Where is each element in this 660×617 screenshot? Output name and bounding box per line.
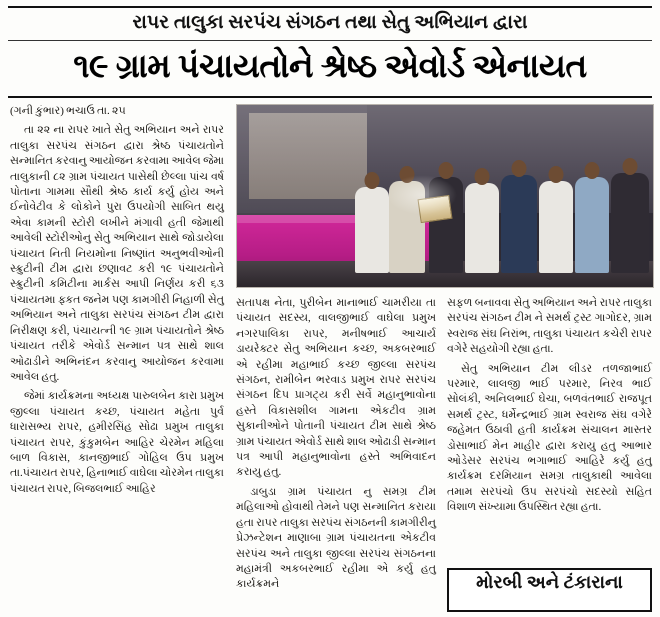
- body-paragraph: તા ૨૨ ના રાપર ખાતે સેતુ અભિયાન અને રાપર તાલુકા સરપંચ સંગઠન દ્વારા શ્રેષ્ઠ પંચાયતોને સન્માનિત કરવાનુ આયોજન કરવામા આવેલ જેમા તાલુકાની ૮૨ ગ્રામ પંચાયત પાસેથી છેલ્લા પાંચ વર્ષ પોતાના ગામમા સૌથી શ્રેષ્ઠ કાર્ય કર્યુ હોય અને ઈનોવેટીવ કે લોકોને પુરા ઉપયોગી સાબિત થયુ એવા કામની સ્ટોરી લખીને મંગાવી હતી જેમાથી આવેલી સ્ટોરીઓનુ સેતુ અભિયાન સાથે જોડાયેલા પંચાયત નિતી નિયમોના નિષ્ણાંત અનુભવીઓની સ્ક્રુટીની ટીમ દ્વારા છણાવટ કરી ૧૯ પંચાયતોને સ્ક્રુટીની કમિટીના માર્કસ આપી નિર્ણય કરી ૬૩ પંચાયતમા ફ્કત જનેમ પણ કામગીરી નિહાળી સેતુ અભિયાન અને તાલુકા સરપંચ સંગઠન ટીમ દ્વારા નિરીક્ષણ કરી, પંચાયત્ની ૧૯ ગ્રામ પંચાયતોને શ્રેષ્ઠ પંચાયત તરીકે એવોર્ડ સન્માન પત્ર સાથે શાલ ઓઢાડીને અભિનંદન કરવાનુ આયોજન કરવામા આવેલ હતુ.: [10, 124, 224, 383]
- photo-person: [501, 175, 537, 273]
- body-paragraph: સતાપક્ષ નેતા, પુરીબેન માનાભાઈ ચામરીયા તા પંચાયત સદસ્ય, વાલજીભાઈ વાઘેલા પ્રમુખ નગરપાલિકા રાપર, મનીષભાઈ આચાર્ય ડાયરેક્ટર સેતુ અભિયાન કચ્છ, અકબરભાઈ એ રહીમા મહાભાઈ કચ્છ જીલ્લા સરપંચ સંગઠન, રામીબેન ભરવાડ પ્રમુખ રાપર સરપંચ સંગઠન દિપ પ્રાગટ્ય કરી સર્વે મહાનુભાવોના હસ્તે વિકાસશીલ ગામના એકટીવ ગ્રામ સુકાનીઓને પોતાની પંચાયત ટીમ સાથે શ્રેષ્ઠ ગ્રામ પંચાયત એવોર્ડ સાથે શાલ ઓઢાડી સન્માન પત્ર આપી મહાનુભાવોના હસ્તે અભિવાદન કરાયુ હતુ.: [236, 297, 436, 479]
- photo-person-head: [512, 160, 527, 177]
- photo-person: [611, 173, 649, 273]
- photo-person: [465, 183, 499, 273]
- article-column-2: [236, 296, 436, 597]
- photo-person: [355, 187, 389, 273]
- body-paragraph: સફળ બનાવવા સેતુ અભિયાન અને રાપર તાલુકા સરપંચ સંગઠન ટીમ ને સમર્થ ટ્રસ્ટ ગાગોદર, ગ્રામ સ્વરાજ સંઘ નિરાંભ, તાલુકા પંચાયત કચેરી રાપર વગેરે સહયોગી રહ્યા હતા.: [447, 297, 652, 356]
- article-photo: [236, 104, 654, 288]
- photo-person-head: [623, 158, 638, 175]
- photo-person-head: [365, 172, 380, 189]
- article-column-3: [447, 296, 652, 520]
- photo-person-head: [475, 168, 490, 185]
- photo-light-glare: [387, 175, 457, 215]
- headline-divider-rule: [8, 96, 652, 98]
- body-paragraph: જેમાં કાર્યક્રમના અધ્યક્ષ પારુલબેન કારા પ્રમુખ જીલ્લા પંચાયત કચ્છ, પંચાયત મહેતા પુર્વ ધારાસભ્ય રાપર, હમીરસિંહ સોઢા પ્રમુખ તાલુકા પંચાયત રાપર, કુંકુમબેન આહિર ચેરમેન મહિલા બાળ વિકાસ, કાનજીભાઈ ગોહિલ ઉપ પ્રમુખ તા.પંચાયત રાપર, હિનાભાઈ વાઘેલા ચોરમેન તાલુકા પંચાયત રાપર, બિજલભાઈ આહિર: [10, 390, 224, 495]
- page-title: ૧૯ ગ્રામ પંચાયતોને શ્રેષ્ઠ એવોર્ડ એનાયત: [73, 49, 587, 85]
- photo-person-head: [549, 166, 564, 183]
- body-paragraph: સેતુ અભિયાન ટીમ લીડર તળજાભાઈ પરમાર, લાલજી ભાઈ પરમાર, નિરવ ભાઈ સોલંકી, અનિલભાઈ ઘેચા, બળવંતભાઈ રાજપૂત સમર્થ ટ્રસ્ટ, ધર્મેન્દ્રભાઈ ગ્રામ સ્વરાજ સંઘ વગેરે જહેમત ઉઠાવી હતી કાર્યક્રમ સંચાલન માસ્તર ડોસાભાઈ મેન માહીર દ્વારા કરાયુ હતુ આભાર ઓડેસર સરપંચ ભગાભાઈ આહિરે કર્યુ હતુ કાર્યક્રમ દરમિયાન સમગ્ર તાલુકાથી આવેલા તમામ સરપંચો ઉપ સરપંચો સદસ્યો સહિત વિશાળ સંખ્યામા ઉપસ્થિત રહ્યા હતા.: [447, 362, 652, 514]
- dateline: (ગની કુંભાર) ભચાઉ તા. ૨૫: [10, 105, 126, 117]
- article-column-1: [10, 104, 224, 501]
- photo-person-head: [585, 162, 600, 179]
- kicker-text: રાપર તાલુકા સરપંચ સંગઠન તથા સેતુ અભિયાન દ્વારા: [132, 12, 528, 33]
- photo-person: [575, 177, 609, 273]
- photo-person: [539, 181, 573, 273]
- teaser-box: [447, 568, 652, 612]
- top-divider-rule: [8, 6, 652, 8]
- teaser-headline: મોરબી અને ટંકારાના: [476, 572, 623, 592]
- photo-banner: [249, 113, 367, 199]
- kicker-divider-rule: [8, 40, 652, 41]
- body-paragraph: ડાબુડા ગ્રામ પંચાયત નુ સમગ્ર ટીમ મહિલાઓ હોવાથી તેમને પણ સન્માનિત કરાયા હતા રાપર તાલુકા સરપંચ સંગઠનની કામગીરીનુ પ્રેઝન્ટેશન માણાબા ગ્રામ પંચાયતના એકટીવ સરપંચ અને તાલુકા જીલ્લા સરપંચ સંગઠનના મહામંત્રી અકબરભાઈ રહીમા એ કર્યુ હતુ કાર્યક્રમને: [236, 485, 436, 591]
